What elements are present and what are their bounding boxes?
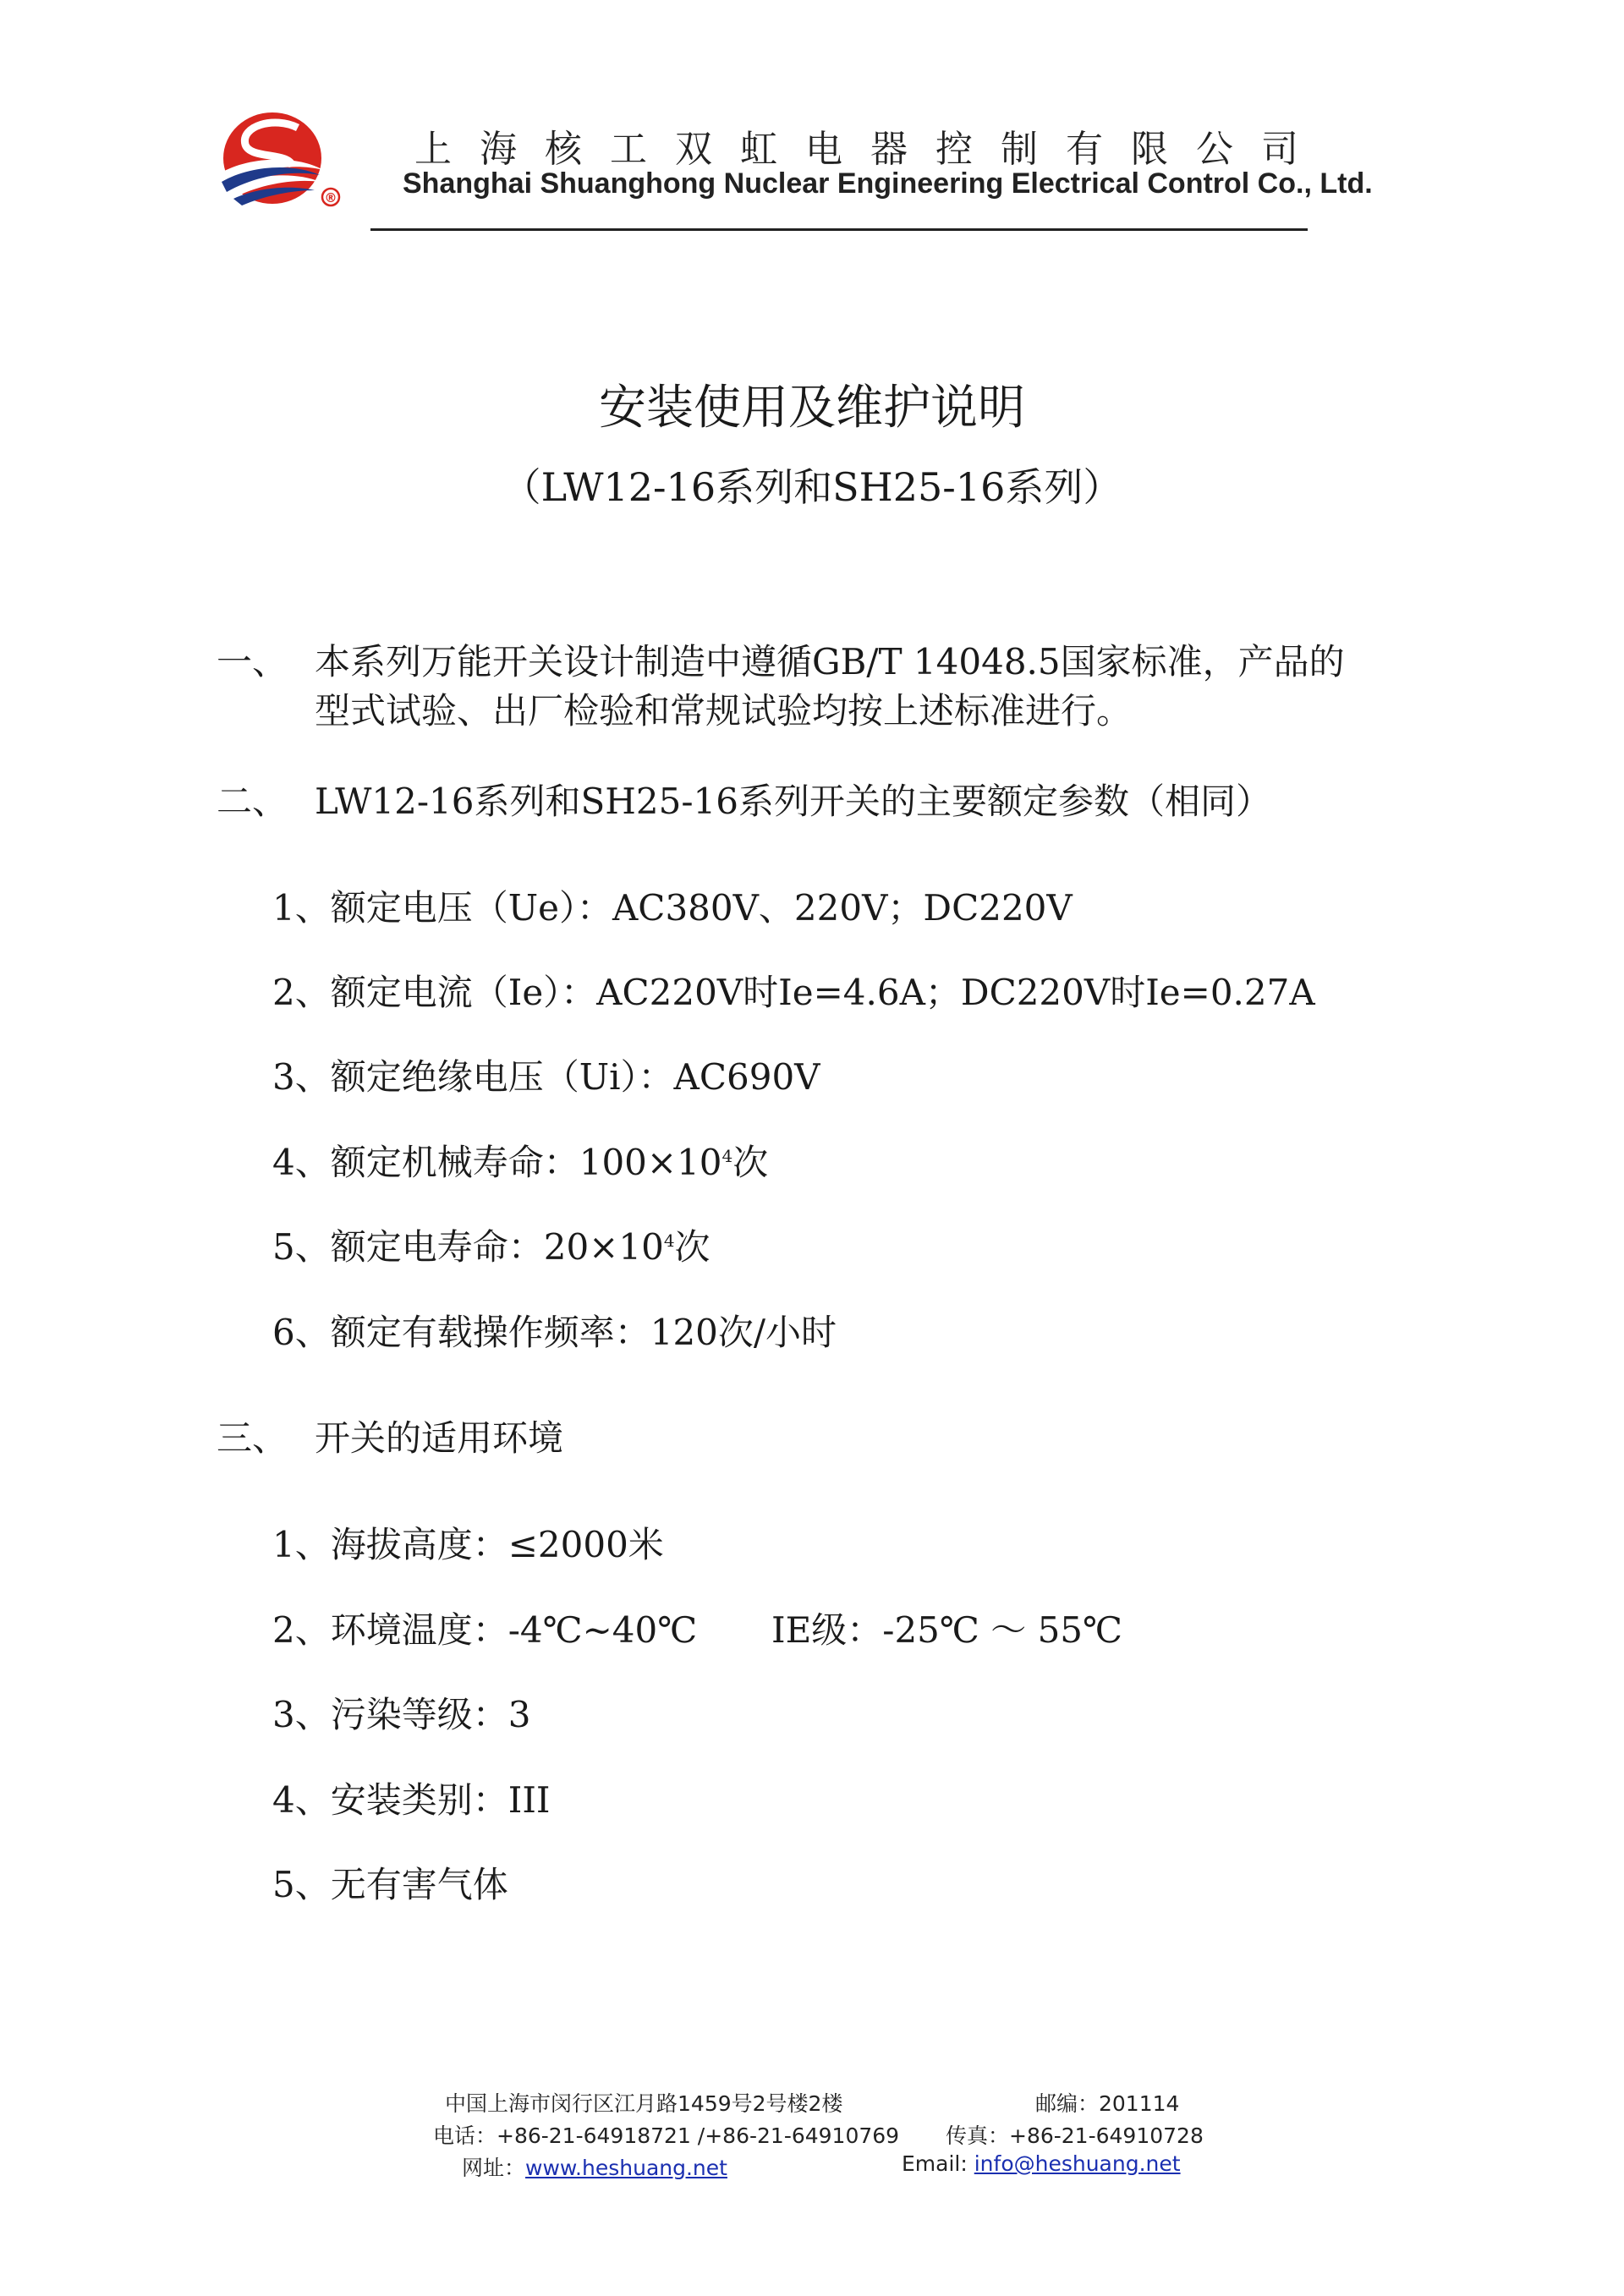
list-item-extra: IE级：-25℃ ～ 55℃ [771,1609,1122,1651]
list-item: 6、额定有载操作频率：120次/小时 [272,1312,837,1353]
list-item [272,1219,710,1270]
exponent: 4 [721,1146,733,1166]
footer-postcode: 邮编：201114 [1035,2091,1180,2116]
section-number: 一、 [217,641,288,682]
company-name-en: Shanghai Shuanghong Nuclear Engineering Electrical Control Co., Ltd. [403,167,1373,200]
document-title: 安装使用及维护说明 [599,381,1025,436]
item-unit: 次 [732,1142,769,1183]
footer-website [462,2151,727,2182]
exponent: 4 [663,1230,675,1251]
email-label: Email: [902,2151,974,2176]
list-item [272,1135,768,1186]
website-label: 网址： [462,2156,526,2180]
section-text-line: 本系列万能开关设计制造中遵循GB/T 14048.5国家标准，产品的 [315,641,1345,682]
list-item: 1、海拔高度：≤2000米 [272,1524,664,1565]
item-text: 4、额定机械寿命：100×10 [272,1142,722,1183]
section-number: 三、 [217,1417,288,1459]
list-item: 2、额定电流（Ie）：AC220V时Ie=4.6A；DC220V时Ie=0.27A [272,972,1315,1013]
section-number: 二、 [217,781,288,822]
document-subtitle: （LW12-16系列和SH25-16系列） [502,464,1122,510]
footer-address: 中国上海市闵行区江月路1459号2号楼2楼 [445,2091,843,2116]
footer-phone: 电话：+86-21-64918721 /+86-21-64910769 [433,2123,900,2148]
email-link[interactable]: info@heshuang.net [974,2151,1181,2176]
header-divider [370,228,1308,231]
company-name-cn: 上海核工双虹电器控制有限公司 [414,128,1326,171]
item-text: 5、额定电寿命：20×10 [272,1226,664,1268]
list-item: 3、额定绝缘电压（Ui）：AC690V [272,1056,820,1098]
section-text-line: 型式试验、出厂检验和常规试验均按上述标准进行。 [315,690,1133,732]
company-logo [215,111,343,214]
section-heading: LW12-16系列和SH25-16系列开关的主要额定参数（相同） [315,781,1271,822]
logo-registered-mark: ® [324,190,337,205]
list-item: 1、额定电压（Ue）：AC380V、220V；DC220V [272,887,1073,929]
list-item: 4、安装类别：III [272,1779,551,1821]
list-item: 3、污染等级：3 [272,1694,531,1735]
item-unit: 次 [674,1226,710,1268]
list-item: 5、无有害气体 [272,1864,508,1905]
list-item: 2、环境温度：-4℃~40℃ [272,1609,698,1651]
footer-fax: 传真：+86-21-64910728 [946,2123,1204,2148]
footer-email [902,2151,1181,2176]
website-link[interactable]: www.heshuang.net [525,2156,727,2180]
section-heading: 开关的适用环境 [315,1417,564,1459]
